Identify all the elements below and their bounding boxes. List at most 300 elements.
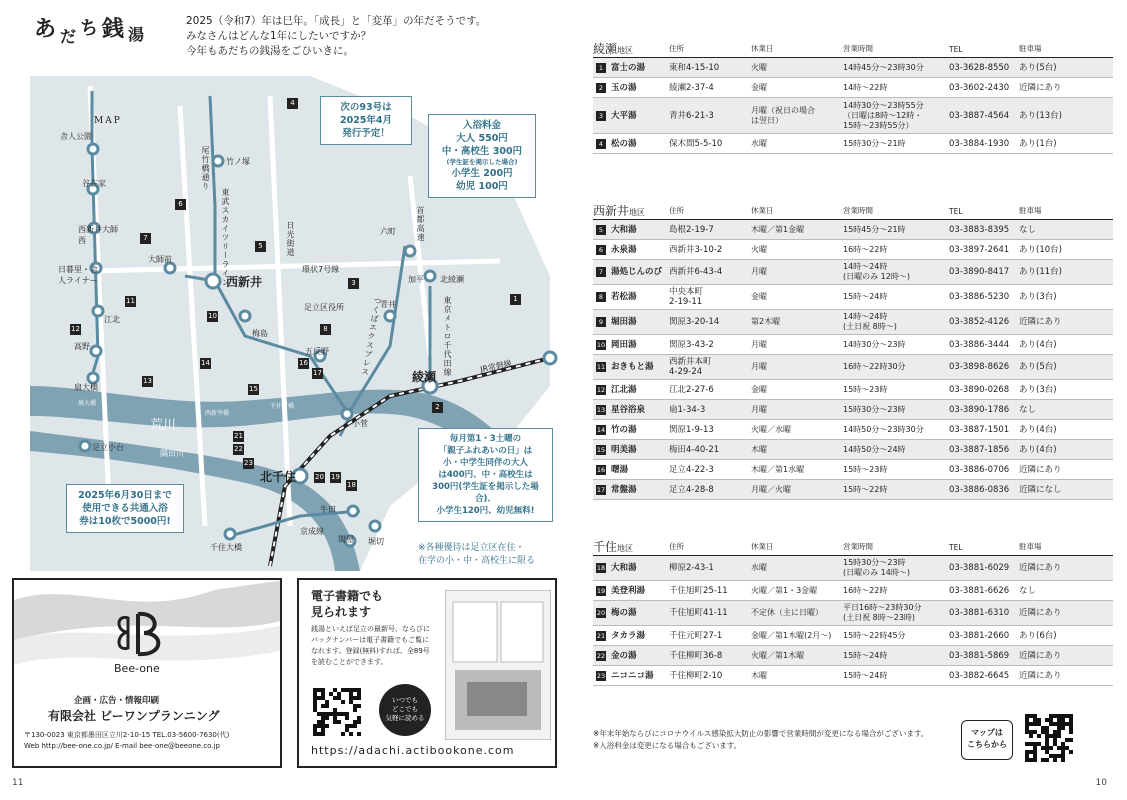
station-label: 青井 — [380, 300, 396, 309]
station-label: 竹ノ塚 — [226, 157, 250, 166]
cell-hours: 15時45分～21時 — [843, 224, 906, 234]
bathhouse-number: 2 — [596, 83, 606, 93]
column-header: 駐車場 — [1019, 206, 1042, 215]
station-label: 扇大橋 — [74, 383, 98, 392]
cell-tel: 03-3602-2430 — [949, 82, 1010, 93]
cell-tel: 03-3886-0836 — [949, 484, 1010, 495]
cell-tel: 03-3881-6029 — [949, 563, 1010, 573]
table-row — [593, 601, 1113, 626]
cell-parking: あり(13台) — [1019, 110, 1062, 121]
cell-address: 西新井6-43-4 — [669, 267, 723, 277]
road-label: 環状7号線 — [302, 265, 340, 274]
bathhouse-marker: 5 — [255, 241, 266, 252]
footnote-line: ※年末年始ならびにコロナウイルス感染拡大防止の影響で営業時間が変更になる場合がございます。 — [593, 729, 929, 738]
family-day-callout: 毎月第1・3土曜の 「親子ふれあいの日」は 小・中学生同伴の大人 は400円、中・高校生は 300円(学生証を掲示した場合)、 小学生120円、幼児無料! — [418, 428, 553, 522]
fee-line: 大人 550円 — [456, 133, 508, 144]
cell-hours: 14時～24時 (日曜のみ 12時～) — [843, 262, 910, 281]
cell-closed: 木曜／第1水曜 — [751, 464, 805, 474]
station-label: 梅島 — [252, 329, 268, 338]
title-char: ち — [80, 18, 103, 39]
bathhouse-name: ニコニコ湯 — [611, 670, 654, 681]
station-label: 日暮里・舎人ライナー — [58, 265, 98, 285]
area-map — [30, 56, 565, 571]
bathhouse-number: 12 — [596, 385, 606, 394]
cell-closed: 木曜 — [751, 670, 767, 680]
column-header: 住所 — [669, 44, 684, 53]
cell-address: 千住旭町41-11 — [669, 608, 728, 618]
cell-tel: 03-3881-6626 — [949, 585, 1010, 596]
bathhouse-marker: 18 — [347, 481, 356, 489]
cell-address: 千住旭町25-11 — [669, 585, 728, 596]
cell-hours: 15時～23時 — [843, 384, 888, 394]
cell-parking: なし — [1019, 585, 1037, 596]
ebook-body: 銭湯といえば足立の最新号、ならびにバックナンバーは電子書籍でもご覧になれます。登録(無料)すれば、全89号を読むことができます。 — [311, 625, 430, 666]
bathhouse-name: 竹の湯 — [611, 424, 637, 435]
bathhouse-number: 15 — [596, 445, 606, 454]
bathhouse-number: 11 — [596, 363, 606, 371]
cell-hours: 15時～24時 — [843, 670, 888, 680]
bathhouse-name: 永泉湯 — [611, 244, 637, 255]
table-row — [593, 78, 1113, 98]
area-suffix: 地区 — [617, 46, 634, 55]
river-label: 隅田川 — [160, 449, 184, 458]
table-row — [593, 260, 1113, 285]
station-label: 五反野 — [305, 347, 329, 356]
table-row — [593, 58, 1113, 78]
cell-hours: 15時～22時45分 — [843, 630, 906, 640]
bee-one-ad — [12, 578, 282, 768]
title-char: 湯 — [128, 25, 149, 44]
cell-tel: 03-3881-6310 — [949, 608, 1010, 618]
cell-parking: あり(5台) — [1019, 362, 1057, 372]
title-char: あ — [34, 16, 61, 42]
cell-parking: あり(11台) — [1019, 267, 1062, 277]
table-row — [593, 335, 1113, 355]
bathhouse-name: 梅の湯 — [611, 608, 637, 618]
cell-hours: 14時～24時 (土日祝 8時～) — [843, 312, 897, 331]
bathhouse-name: 江北湯 — [611, 384, 637, 395]
bee-one-logo-text: Bee-one — [114, 662, 160, 675]
cell-tel: 03-3890-8417 — [949, 267, 1010, 277]
map-label: MAP — [94, 116, 122, 126]
cell-closed: 金曜 — [751, 292, 767, 301]
column-header: 営業時間 — [843, 206, 873, 215]
bathhouse-marker: 6 — [175, 199, 186, 210]
area-name — [593, 40, 681, 57]
station-label: 小菅 — [352, 419, 368, 428]
bathhouse-name: 湯処じんのび — [611, 267, 663, 277]
cell-address: 千住柳町36-8 — [669, 650, 723, 661]
bridge-label: 千住新橋 — [270, 403, 295, 410]
cell-address: 足立4-28-8 — [669, 484, 714, 495]
area-suffix: 地区 — [617, 544, 634, 553]
station-label: 北千住 — [260, 470, 297, 484]
cell-closed: 金曜 — [751, 384, 767, 394]
column-header: 駐車場 — [1019, 542, 1042, 551]
column-header: 営業時間 — [843, 542, 873, 551]
bathhouse-marker: 19 — [331, 473, 340, 481]
qr-module — [1069, 758, 1073, 762]
left-page — [0, 0, 563, 800]
table-row — [593, 646, 1113, 666]
cell-parking: あり(10台) — [1019, 244, 1062, 255]
table-row — [593, 400, 1113, 420]
station-label: 谷在家 — [82, 179, 106, 188]
company-name: 有限会社 ビーワンプランニング — [48, 709, 220, 723]
bathhouse-marker: 13 — [143, 377, 152, 385]
cell-tel: 03-3628-8550 — [949, 62, 1010, 73]
bathhouse-name: 玉の湯 — [611, 82, 637, 93]
bathhouse-name: 金の湯 — [611, 650, 637, 661]
bathhouse-name: おきもと湯 — [611, 362, 654, 372]
cell-parking: あり(4台) — [1019, 339, 1057, 350]
table-row — [593, 285, 1113, 310]
bathhouse-marker: 20 — [315, 473, 324, 481]
map-qr-code[interactable] — [1025, 714, 1073, 762]
line-label: 東武スカイツリーライン — [221, 188, 230, 287]
bathhouse-number: 1 — [596, 63, 606, 73]
cell-parking: 近隣にあり — [1019, 563, 1062, 573]
station-label: 関屋 — [338, 535, 354, 544]
column-header: 休業日 — [751, 542, 774, 551]
column-header: TEL — [949, 543, 963, 552]
station-label: 高野 — [74, 342, 90, 351]
cell-address: 江北2-27-6 — [669, 384, 714, 395]
table-row — [593, 666, 1113, 686]
fee-callout — [428, 114, 536, 198]
fee-line: 入浴料金 — [462, 120, 501, 131]
ticket-callout: 2025年6月30日まで 使用できる共通入浴 券は10枚で5000円! — [66, 484, 184, 533]
bridge-label: 扇大橋 — [78, 400, 97, 407]
bathhouse-number: 7 — [596, 267, 606, 277]
ebook-bubble: いつでも どこでも 気軽に読める — [379, 684, 431, 736]
cell-closed: 不定休（主に日曜） — [751, 608, 823, 617]
cell-closed: 火曜／第1木曜 — [751, 650, 805, 660]
intro-line: 2025（令和7）年は巳年。「成長」と「変革」の年だそうです。 — [186, 15, 487, 27]
fee-line: 幼児 100円 — [456, 181, 508, 192]
bathhouse-number: 23 — [596, 671, 606, 680]
ebook-preview-image — [445, 590, 551, 740]
bathhouse-number: 21 — [596, 631, 606, 640]
bathhouse-marker: 3 — [348, 278, 359, 289]
cell-hours: 平日16時～23時30分 (土日祝 8時～23時) — [843, 603, 922, 622]
cell-closed: 木曜／第1金曜 — [751, 224, 805, 234]
fee-line: 小学生 200円 — [451, 168, 513, 179]
cell-parking: あり(3台) — [1019, 384, 1057, 395]
bathhouse-name: 富士の湯 — [611, 62, 646, 73]
bathhouse-name: 曙湯 — [611, 464, 629, 475]
bathhouse-marker: 10 — [208, 312, 217, 320]
cell-tel: 03-3884-1930 — [949, 138, 1010, 149]
cell-tel: 03-3897-2641 — [949, 244, 1010, 255]
table-row — [593, 556, 1113, 581]
bathhouse-number: 8 — [596, 292, 606, 302]
cell-address: 関原1-9-13 — [669, 424, 714, 435]
bathhouse-number: 22 — [596, 651, 606, 660]
ebook-heading: 電子書籍でも 見られます — [311, 589, 384, 619]
cell-parking: あり(3台) — [1019, 292, 1057, 302]
cell-address: 関原3-43-2 — [669, 339, 714, 350]
cell-parking: あり(1台) — [1019, 138, 1057, 149]
page-title — [34, 12, 149, 46]
bathhouse-name: 若松湯 — [611, 292, 637, 302]
table-row — [593, 420, 1113, 440]
bathhouse-marker: 7 — [140, 233, 151, 244]
cell-closed: 月曜／火曜 — [751, 484, 791, 494]
station-label: 西新井 — [226, 275, 263, 289]
station-label: 六町 — [380, 227, 396, 236]
company-address: 〒130-0023 東京都墨田区立川2-10-15 TEL.03-5600-7630(代) — [24, 731, 230, 739]
table-body — [593, 220, 1113, 500]
bathhouse-marker: 12 — [71, 325, 80, 333]
cell-address: 千住元町27-1 — [669, 630, 723, 641]
cell-address: 西新井本町 4-29-24 — [669, 357, 712, 377]
bathhouse-marker: 17 — [313, 369, 322, 377]
cell-hours: 14時～22時 — [843, 82, 888, 92]
station-label: 千住大橋 — [210, 543, 242, 552]
station-label: 綾瀬 — [412, 370, 437, 384]
cell-closed: 木曜 — [751, 444, 767, 454]
cell-closed: 金曜 — [751, 82, 767, 92]
cell-closed: 水曜 — [751, 138, 767, 148]
cell-tel: 03-3886-3444 — [949, 339, 1010, 350]
table-row — [593, 310, 1113, 335]
cell-tel: 03-3890-1786 — [949, 404, 1010, 415]
bridge-label: 西新井橋 — [205, 410, 230, 417]
fee-line: (学生証を掲示した場合) — [446, 158, 518, 166]
bathhouse-name: 大平湯 — [611, 110, 637, 121]
area-title: 綾瀬 — [593, 42, 618, 56]
cell-address: 千住柳町2-10 — [669, 670, 723, 681]
cell-address: 保木間5-5-10 — [669, 138, 723, 149]
ebook-url[interactable]: https://adachi.actibookone.com — [311, 744, 515, 757]
station-label: 江北 — [104, 315, 120, 324]
road-label: 首都高速 — [416, 206, 425, 242]
river-label: 荒川 — [150, 418, 177, 433]
cell-tel: 03-3883-8395 — [949, 224, 1010, 235]
bathhouse-marker: 15 — [249, 385, 258, 393]
station-label: 西新井大師西 — [78, 225, 118, 245]
ebook-ad — [297, 578, 557, 768]
bathhouse-number: 17 — [596, 485, 606, 494]
column-header: 休業日 — [751, 206, 774, 215]
table-row — [593, 220, 1113, 240]
table-row — [593, 581, 1113, 601]
bathhouse-number: 20 — [596, 609, 606, 617]
cell-address: 中央本町 2-19-11 — [669, 287, 704, 307]
line-label: つくばエクスプレス — [359, 295, 383, 378]
table-header — [593, 538, 1113, 556]
cell-address: 島根2-19-7 — [669, 224, 714, 235]
bathhouse-name: タカラ湯 — [611, 630, 646, 641]
area-name — [593, 202, 681, 219]
cell-parking: なし — [1019, 224, 1037, 235]
intro-text — [186, 14, 486, 59]
cell-hours: 16時～22時30分 — [843, 362, 906, 371]
cell-closed: 水曜 — [751, 563, 767, 572]
station-label: 北綾瀬 — [440, 275, 464, 284]
map-link-button[interactable]: マップは こちらから — [961, 720, 1013, 760]
bathhouse-marker: 4 — [287, 98, 298, 109]
cell-address: 足立4-22-3 — [669, 464, 714, 475]
station-label: 牛田 — [320, 505, 336, 514]
cell-tel: 03-3881-5869 — [949, 650, 1010, 661]
station-label: 加平 — [408, 275, 424, 284]
cell-parking: 近隣にあり — [1019, 82, 1062, 93]
bathhouse-name: 明美湯 — [611, 444, 637, 455]
cell-tel: 03-3881-2660 — [949, 630, 1010, 641]
cell-hours: 14時30分～23時55分 （日曜は8時～12時・ 15時～23時55分） — [843, 100, 924, 130]
bathhouse-name: 星谷浴泉 — [611, 404, 646, 415]
bathhouse-name: 常盤湯 — [611, 484, 637, 495]
bee-one-logo-icon — [114, 604, 174, 664]
table-row — [593, 440, 1113, 460]
cell-hours: 16時～22時 — [843, 585, 888, 595]
cell-address: 綾瀬2-37-4 — [669, 82, 714, 93]
discount-note: ※各種優待は足立区在住・ 在学の小・中・高校生に限る — [418, 543, 536, 566]
bathhouse-marker: 23 — [244, 459, 253, 467]
column-header: TEL — [949, 45, 963, 54]
cell-tel: 03-3898-8626 — [949, 362, 1010, 372]
table-body — [593, 58, 1113, 154]
cell-closed: 火曜／水曜 — [751, 424, 791, 434]
cell-tel: 03-3887-1501 — [949, 424, 1010, 435]
cell-address: 青井6-21-3 — [669, 110, 714, 121]
column-header: 住所 — [669, 206, 684, 215]
bathhouse-number: 18 — [596, 564, 606, 572]
table-row — [593, 626, 1113, 646]
fee-line: 中・高校生 300円 — [441, 146, 523, 157]
cell-parking: 近隣にあり — [1019, 317, 1062, 327]
cell-parking: 近隣にあり — [1019, 650, 1062, 661]
station-label: 足立小台 — [92, 443, 124, 452]
cell-hours: 16時～22時 — [843, 244, 888, 254]
cell-parking: 近隣にあり — [1019, 670, 1062, 681]
cell-closed: 月曜 — [751, 404, 767, 414]
bathhouse-number: 3 — [596, 111, 606, 121]
cell-closed: 月曜 — [751, 362, 767, 371]
cell-address: 関原3-20-14 — [669, 317, 720, 327]
tagline: 企画・広告・情報印刷 — [74, 696, 160, 706]
bathhouse-marker: 8 — [320, 324, 331, 335]
area-suffix: 地区 — [629, 208, 646, 217]
company-web: Web http://bee-one.co.jp/ E-mail bee-one@beeone.co.jp — [24, 742, 220, 750]
page-number: 11 — [12, 778, 24, 788]
cell-tel: 03-3887-4564 — [949, 110, 1010, 121]
cell-parking: 近隣になし — [1019, 484, 1062, 495]
column-header: 駐車場 — [1019, 44, 1042, 53]
bathhouse-name: 大和湯 — [611, 563, 637, 573]
bathhouse-marker: 11 — [126, 297, 135, 305]
bathhouse-marker: 16 — [299, 359, 308, 367]
line-label: JR常磐線 — [479, 358, 513, 375]
area-section — [593, 202, 1113, 500]
road-label: 日光街道 — [286, 221, 295, 257]
footnote-line: ※入浴料金は変更になる場合もございます。 — [593, 741, 742, 750]
area-section — [593, 538, 1113, 686]
cell-tel: 03-3882-6645 — [949, 670, 1010, 681]
landmark-label: 足立区役所 — [304, 303, 344, 312]
cell-hours: 14時45分～23時30分 — [843, 62, 924, 72]
table-row — [593, 380, 1113, 400]
column-header: 営業時間 — [843, 44, 873, 53]
station-label: 大師前 — [148, 255, 172, 264]
station-label: 舎人公園 — [60, 132, 92, 141]
cell-closed: 金曜／第1木曜(2月～) — [751, 630, 832, 640]
cell-closed: 月曜 — [751, 267, 767, 276]
cell-hours: 14時50分～23時30分 — [843, 424, 924, 434]
cell-hours: 14時30分～23時 — [843, 339, 906, 349]
bathhouse-name: 堀田湯 — [611, 317, 637, 327]
cell-tel: 03-3887-1856 — [949, 444, 1010, 455]
bathhouse-name: 美登利湯 — [611, 585, 646, 596]
cell-hours: 15時～22時 — [843, 484, 888, 494]
table-row — [593, 134, 1113, 154]
title-char: 銭 — [102, 16, 129, 42]
cell-closed: 月曜（祝日の場合 は翌日） — [751, 105, 815, 125]
cell-hours: 15時～24時 — [843, 650, 888, 660]
bathhouse-number: 6 — [596, 245, 606, 255]
table-row — [593, 98, 1113, 134]
table-row — [593, 460, 1113, 480]
cell-closed: 火曜／第1・3金曜 — [751, 585, 818, 595]
bathhouse-number: 5 — [596, 225, 606, 235]
bathhouse-marker: 21 — [234, 432, 243, 440]
cell-parking: あり(6台) — [1019, 630, 1057, 641]
footnotes — [593, 728, 928, 752]
bathhouse-number: 19 — [596, 586, 606, 595]
bathhouse-number: 10 — [596, 340, 606, 349]
cell-address: 東和4-15-10 — [669, 62, 720, 73]
cell-address: 扇1-34-3 — [669, 404, 706, 415]
station-label: 堀切 — [368, 537, 384, 546]
bathhouse-marker: 22 — [234, 445, 243, 453]
intro-line: 今年もあだちの銭湯をごひいきに。 — [186, 45, 354, 57]
cell-parking: なし — [1019, 404, 1037, 415]
cell-hours: 15時～24時 — [843, 292, 888, 301]
cell-hours: 15時～23時 — [843, 464, 888, 474]
cell-address: 西新井3-10-2 — [669, 244, 723, 255]
right-page — [563, 0, 1127, 800]
cell-parking: 近隣にあり — [1019, 608, 1062, 618]
cell-address: 柳原2-43-1 — [669, 563, 714, 573]
area-title: 西新井 — [593, 204, 630, 218]
cell-hours: 15時30分～23時 — [843, 404, 906, 414]
cell-hours: 15時30分～23時 (日曜のみ 14時～) — [843, 558, 910, 577]
line-label: 東京メトロ千代田線 — [443, 296, 452, 377]
bathhouse-number: 16 — [596, 465, 606, 474]
bathhouse-number: 4 — [596, 139, 606, 149]
road-label: 尾竹橋通り — [201, 146, 210, 191]
cell-tel: 03-3890-0268 — [949, 384, 1010, 395]
cell-parking: あり(5台) — [1019, 62, 1057, 73]
cell-hours: 15時30分～21時 — [843, 138, 906, 148]
cell-tel: 03-3886-5230 — [949, 292, 1010, 302]
qr-module — [357, 732, 361, 736]
table-header — [593, 202, 1113, 220]
cell-closed: 月曜 — [751, 339, 767, 349]
ebook-qr-code[interactable] — [313, 688, 361, 736]
cell-tel: 03-3886-0706 — [949, 464, 1010, 475]
area-title: 千住 — [593, 540, 618, 554]
intro-line: みなさんはどんな1年にしたいですか？ — [186, 30, 372, 42]
next-issue-callout: 次の93号は 2025年4月 発行予定！ — [320, 96, 412, 145]
bathhouse-name: 松の湯 — [611, 138, 637, 149]
cell-hours: 14時50分～24時 — [843, 444, 906, 454]
table-body — [593, 556, 1113, 686]
bathhouse-marker: 2 — [432, 402, 443, 413]
table-header — [593, 40, 1113, 58]
